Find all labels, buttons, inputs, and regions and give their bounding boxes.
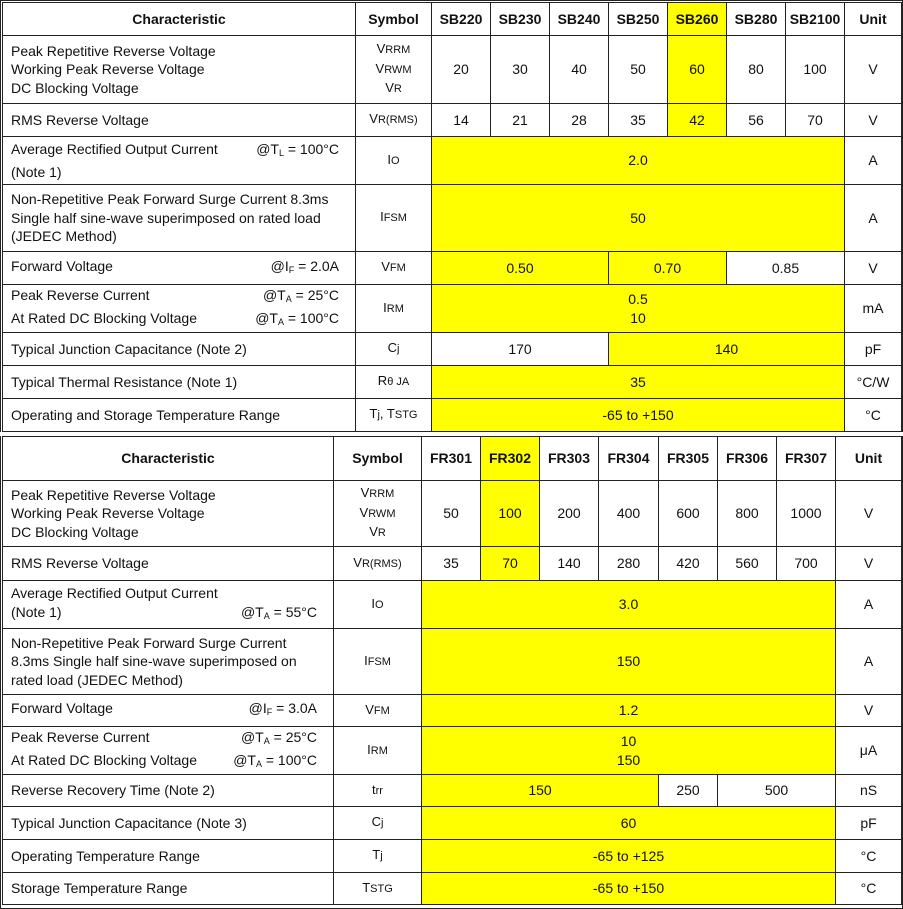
row-symbol: IO [356,137,432,185]
table-row [3,581,902,629]
row-symbol: IRM [356,285,432,333]
row-symbol: Cj [356,333,432,366]
header-part: SB240 [550,3,609,36]
cell-value: 700 [777,547,836,581]
table-row [3,695,902,727]
cell-value: 30 [491,36,550,104]
header-characteristic: Characteristic [3,3,356,36]
cell-value: 56 [727,104,786,137]
cell-value: 560 [718,547,777,581]
row-label: Average Rectified Output Current (Note 1) $@T_A = 55^\circ C$ [3,581,334,629]
row-symbol: TSTG [334,873,422,905]
cell-value: 50 [422,481,481,547]
row-label: Average Rectified Output Current $@T_L = 100^\circ C$ (Note 1) [3,137,356,185]
cell-value-merged: 2.0 [432,137,845,185]
row-symbol: Cj [334,807,422,840]
row-label: Peak Reverse Current $@T_A = 25^\circ C$ At Rated DC Blocking Voltage $@T_A = 100^\circ C$ [3,727,334,775]
row-symbol: VR(RMS) [334,547,422,581]
table-row [3,137,902,185]
row-label: Peak Repetitive Reverse Voltage Working Peak Reverse Voltage DC Blocking Voltage [3,481,334,547]
header-part: SB280 [727,3,786,36]
cell-value: 35 [422,547,481,581]
row-symbol: IO [334,581,422,629]
table-row [3,399,902,432]
header-part-highlighted: FR302 [481,437,540,481]
cell-value: 420 [659,547,718,581]
cell-unit: V [845,104,902,137]
cell-value: 35 [609,104,668,137]
row-label: RMS Reverse Voltage [3,104,356,137]
cell-value-merged: 150 [422,775,659,807]
row-label: Reverse Recovery Time (Note 2) [3,775,334,807]
row-label: Non-Repetitive Peak Forward Surge Current 8.3ms Single half sine-wave superimposed on rated load (JEDEC Method) [3,185,356,252]
row-symbol: VFM [356,252,432,285]
cell-unit: nS [836,775,902,807]
header-part: FR305 [659,437,718,481]
table-row [3,481,902,547]
header-part-highlighted: SB260 [668,3,727,36]
table-row [3,807,902,840]
cell-value: 100 [786,36,845,104]
header-row [3,3,902,36]
cell-value-highlighted: 42 [668,104,727,137]
header-part: FR303 [540,437,599,481]
row-label: Typical Junction Capacitance (Note 2) [3,333,356,366]
row-symbol: Tj, TSTG [356,399,432,432]
header-part: SB220 [432,3,491,36]
table-row [3,285,902,333]
cell-value-merged: 0.85 [727,252,845,285]
cell-value-merged: 50 [432,185,845,252]
table-row [3,775,902,807]
cell-value: 20 [432,36,491,104]
cell-value: 600 [659,481,718,547]
cell-value-merged: 0.50 [432,252,609,285]
header-symbol: Symbol [356,3,432,36]
cell-value-merged: 1.2 [422,695,836,727]
row-symbol: Tj [334,840,422,873]
row-label: RMS Reverse Voltage [3,547,334,581]
row-label: Operating and Storage Temperature Range [3,399,356,432]
cell-unit: °C [845,399,902,432]
cell-unit: A [836,581,902,629]
cell-value: 800 [718,481,777,547]
row-label: Typical Junction Capacitance (Note 3) [3,807,334,840]
cell-unit: V [836,695,902,727]
cell-value-highlighted: 60 [668,36,727,104]
cell-value: 80 [727,36,786,104]
cell-value-highlighted: 100 [481,481,540,547]
cell-value-merged: 150 [422,629,836,695]
row-symbol: IFSM [356,185,432,252]
cell-value-merged: 35 [432,366,845,399]
header-symbol: Symbol [334,437,422,481]
cell-unit: V [845,36,902,104]
cell-unit: °C [836,873,902,905]
cell-value: 28 [550,104,609,137]
cell-value: 21 [491,104,550,137]
header-part: FR307 [777,437,836,481]
row-label: Peak Repetitive Reverse Voltage Working Peak Reverse Voltage DC Blocking Voltage [3,36,356,104]
cell-value: 70 [786,104,845,137]
cell-unit: pF [845,333,902,366]
cell-unit: V [836,547,902,581]
header-part: FR306 [718,437,777,481]
table-row [3,547,902,581]
cell-value: 400 [599,481,659,547]
row-label: Typical Thermal Resistance (Note 1) [3,366,356,399]
table-row [3,727,902,775]
row-symbol: trr [334,775,422,807]
row-symbol: IRM [334,727,422,775]
cell-value-merged: 10 150 [422,727,836,775]
row-symbol: VRRM VRWM VR [356,36,432,104]
cell-value-merged: 0.5 10 [432,285,845,333]
cell-value: 50 [609,36,668,104]
table-row [3,252,902,285]
cell-value-merged: 170 [432,333,609,366]
cell-value-merged: -65 to +150 [422,873,836,905]
header-part: SB2100 [786,3,845,36]
table-row [3,873,902,905]
cell-unit: mA [845,285,902,333]
table-row [3,366,902,399]
row-symbol: VRRM VRWM VR [334,481,422,547]
row-symbol: Rθ JA [356,366,432,399]
row-label: Storage Temperature Range [3,873,334,905]
cell-value-merged: 60 [422,807,836,840]
header-row [3,437,902,481]
cell-unit: V [836,481,902,547]
table-row [3,104,902,137]
table-row [3,36,902,104]
cell-unit: A [845,137,902,185]
cell-value-merged: -65 to +150 [432,399,845,432]
sb-series-ratings-table [2,2,902,432]
header-characteristic: Characteristic [3,437,334,481]
cell-value: 280 [599,547,659,581]
row-label: Operating Temperature Range [3,840,334,873]
cell-unit: V [845,252,902,285]
row-label: Peak Reverse Current $@T_A = 25^\circ C$ At Rated DC Blocking Voltage $@T_A = 100^\circ C$ [3,285,356,333]
table-row [3,185,902,252]
cell-unit: A [836,629,902,695]
table-row [3,333,902,366]
row-symbol: VR(RMS) [356,104,432,137]
header-part: FR304 [599,437,659,481]
row-label: Forward Voltage $@I_F = 3.0A$ [3,695,334,727]
row-label: Non-Repetitive Peak Forward Surge Current 8.3ms Single half sine-wave superimposed on rated load (JEDEC Method) [3,629,334,695]
cell-value: 1000 [777,481,836,547]
cell-value-merged: 500 [718,775,836,807]
cell-value: 40 [550,36,609,104]
row-symbol: IFSM [334,629,422,695]
cell-value-merged: 140 [609,333,845,366]
table-row [3,840,902,873]
fr-series-ratings-table [2,436,902,905]
cell-value: 250 [659,775,718,807]
table-row [3,629,902,695]
cell-value-merged: -65 to +125 [422,840,836,873]
row-symbol: VFM [334,695,422,727]
cell-value-merged: 3.0 [422,581,836,629]
cell-unit: A [845,185,902,252]
cell-unit: °C/W [845,366,902,399]
header-unit: Unit [845,3,902,36]
cell-unit: pF [836,807,902,840]
cell-value: 14 [432,104,491,137]
header-unit: Unit [836,437,902,481]
header-part: SB230 [491,3,550,36]
header-part: FR301 [422,437,481,481]
cell-value: 200 [540,481,599,547]
cell-unit: °C [836,840,902,873]
row-label: Forward Voltage $@I_F = 2.0A$ [3,252,356,285]
cell-value-highlighted: 70 [481,547,540,581]
header-part: SB250 [609,3,668,36]
cell-unit: μA [836,727,902,775]
cell-value-merged: 0.70 [609,252,727,285]
cell-value: 140 [540,547,599,581]
